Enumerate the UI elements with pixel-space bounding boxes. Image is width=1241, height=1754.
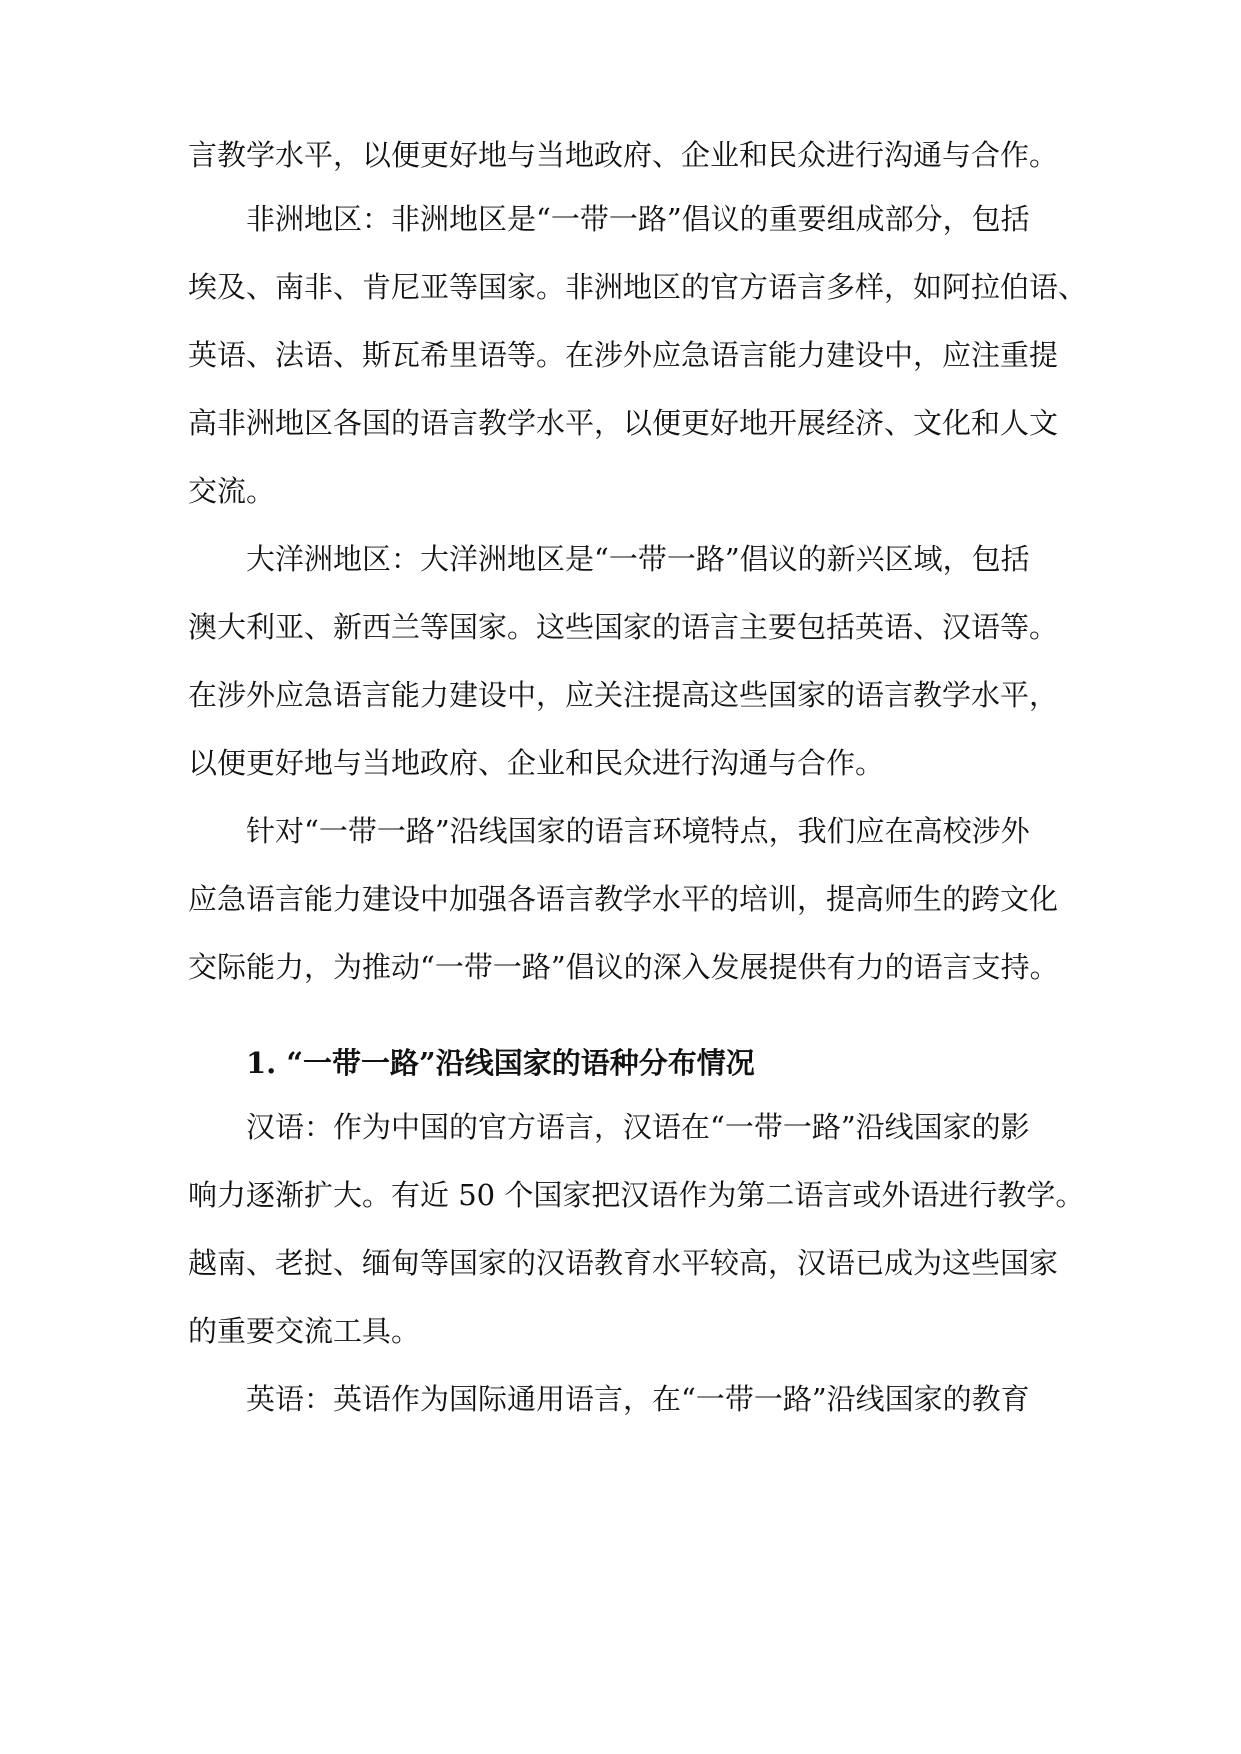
text-line-3: 埃及、南非、肯尼亚等国家。非洲地区的官方语言多样，如阿拉伯语、: [188, 270, 1088, 304]
text-line-4: 英语、法语、斯瓦希里语等。在涉外应急语言能力建设中，应注重提: [188, 338, 1059, 372]
text-line-19: 英语：英语作为国际通用语言，在“一带一路”沿线国家的教育: [246, 1382, 1030, 1416]
text-line-11: 针对“一带一路”沿线国家的语言环境特点，我们应在高校涉外: [246, 814, 1030, 848]
text-line-9: 在涉外应急语言能力建设中，应关注提高这些国家的语言教学水平，: [188, 678, 1059, 712]
text-line-5: 高非洲地区各国的语言教学水平，以便更好地开展经济、文化和人文: [188, 406, 1059, 440]
text-line-13: 交际能力，为推动“一带一路”倡议的深入发展提供有力的语言支持。: [188, 950, 1059, 984]
text-line-15: 汉语：作为中国的官方语言，汉语在“一带一路”沿线国家的影: [246, 1110, 1030, 1144]
text-line-10: 以便更好地与当地政府、企业和民众进行沟通与合作。: [188, 746, 885, 780]
section-heading: 1. “一带一路”沿线国家的语种分布情况: [246, 1046, 755, 1080]
text-line-16: 响力逐渐扩大。有近 50 个国家把汉语作为第二语言或外语进行教学。: [188, 1178, 1085, 1212]
text-line-12: 应急语言能力建设中加强各语言教学水平的培训，提高师生的跨文化: [188, 882, 1059, 916]
text-line-6: 交流。: [188, 474, 276, 508]
text-line-1: 言教学水平，以便更好地与当地政府、企业和民众进行沟通与合作。: [188, 138, 1059, 172]
text-line-8: 澳大利亚、新西兰等国家。这些国家的语言主要包括英语、汉语等。: [188, 610, 1059, 644]
text-line-17: 越南、老挝、缅甸等国家的汉语教育水平较高，汉语已成为这些国家: [188, 1246, 1059, 1280]
text-line-18: 的重要交流工具。: [188, 1314, 421, 1348]
text-line-7: 大洋洲地区：大洋洲地区是“一带一路”倡议的新兴区域，包括: [246, 542, 1030, 576]
text-line-2: 非洲地区：非洲地区是“一带一路”倡议的重要组成部分，包括: [246, 202, 1030, 236]
